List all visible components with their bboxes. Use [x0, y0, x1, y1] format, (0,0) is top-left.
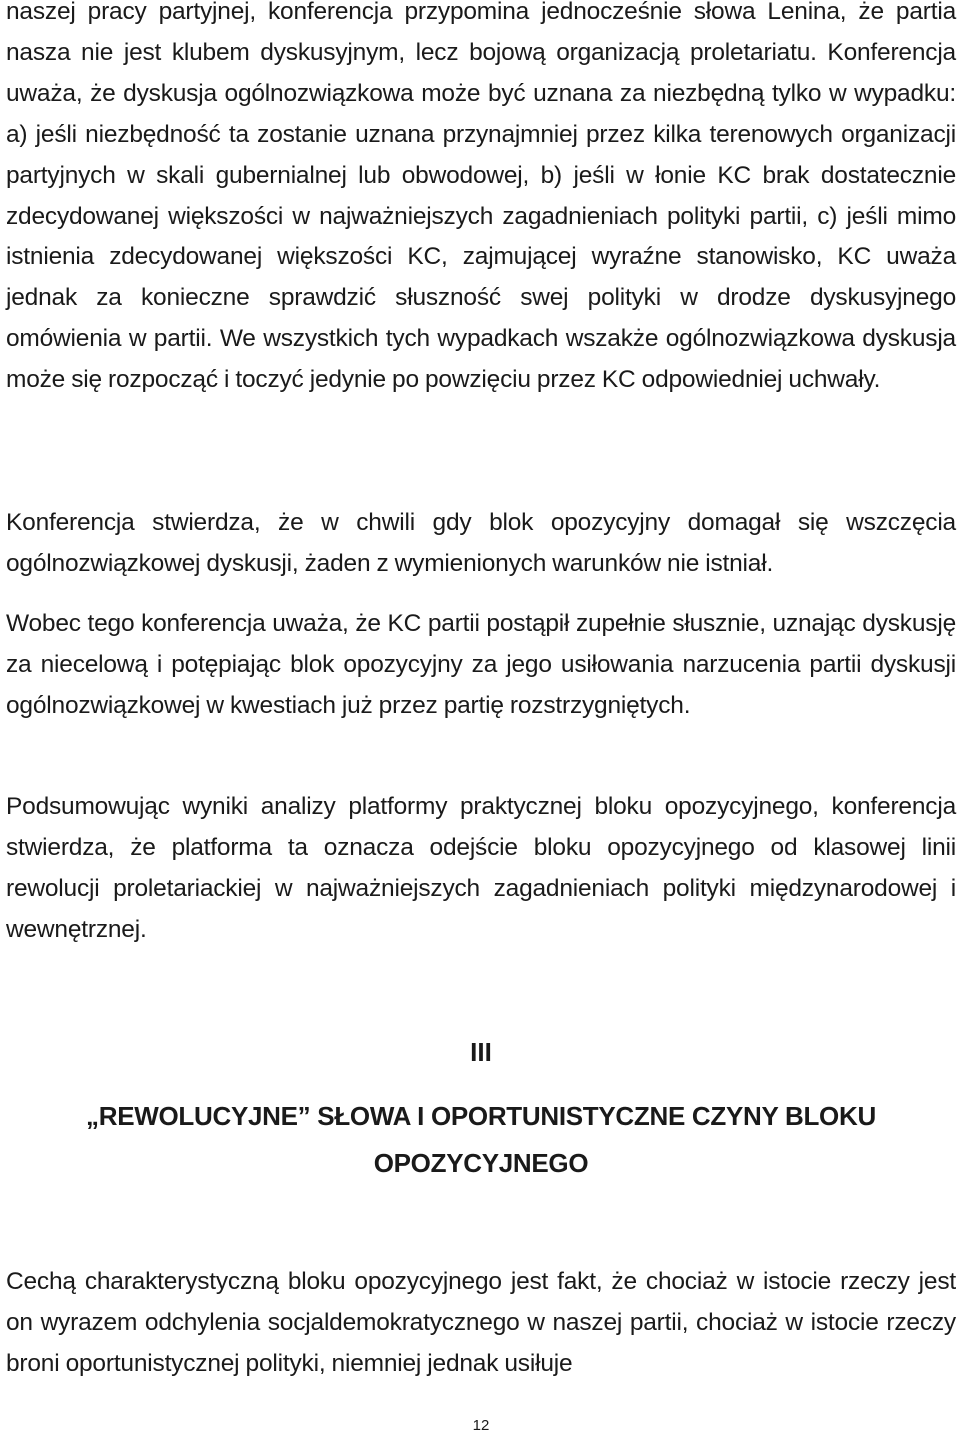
body-paragraph: Konferencja stwierdza, że w chwili gdy blok opozycyjny domagał się wszczęcia ogólnozwiązkowej dyskusji, żaden z wymienionych warunków nie istniał.: [6, 509, 956, 577]
section-title: „REWOLUCYJNE” SŁOWA I OPORTUNISTYCZNE CZYNY BLOKU OPOZYCYJNEGO: [86, 1101, 876, 1178]
body-paragraph: naszej pracy partyjnej, konferencja przypomina jednocześnie słowa Lenina, że partia nasza nie jest klubem dyskusyjnym, lecz bojową organizacją proletariatu. Konferencja uważa, że dyskusja ogólnozwiązkowa może być uznana za niezbędną tylko w wypadku: a) jeśli niezbędność ta zostanie uznana przynajmniej przez kilka terenowych organizacji partyjnych w skali gubernialnej lub obwodowej, b) jeśli w łonie KC brak dostatecznie zdecydowanej większości w najważniejszych zagadnieniach polityki partii, c) jeśli mimo istnienia zdecydowanej większości KC, zajmującej wyraźne stanowisko, KC uważa jednak za konieczne sprawdzić słuszność swej polityki w drodze dyskusyjnego omówienia w partii. We wszystkich tych wypadkach wszakże ogólnozwiązkowa dyskusja może się rozpocząć i toczyć jedynie po powzięciu przez KC odpowiedniej uchwały.: [6, 0, 956, 394]
section-number: III: [470, 1037, 492, 1067]
body-paragraph: Podsumowując wyniki analizy platformy praktycznej bloku opozycyjnego, konferencja stwierdza, że platforma ta oznacza odejście bloku opozycyjnego od klasowej linii rewolucji proletariackiej w najważniejszych zagadnieniach polityki międzynarodowej i wewnętrznej.: [6, 793, 956, 943]
page-number: 12: [472, 1417, 490, 1434]
body-paragraph: Wobec tego konferencja uważa, że KC partii postąpił zupełnie słusznie, uznając dyskusję za niecelową i potępiając blok opozycyjny za jego usiłowania narzucenia partii dyskusji ogólnozwiązkowej w kwestiach już przez partię rozstrzygniętych.: [6, 610, 956, 719]
body-paragraph: Cechą charakterystyczną bloku opozycyjnego jest fakt, że chociaż w istocie rzeczy jest on wyrazem odchylenia socjaldemokratycznego w naszej partii, chociaż w istocie rzeczy broni oportunistycznej polityki, niemniej jednak usiłuje: [6, 1268, 956, 1377]
